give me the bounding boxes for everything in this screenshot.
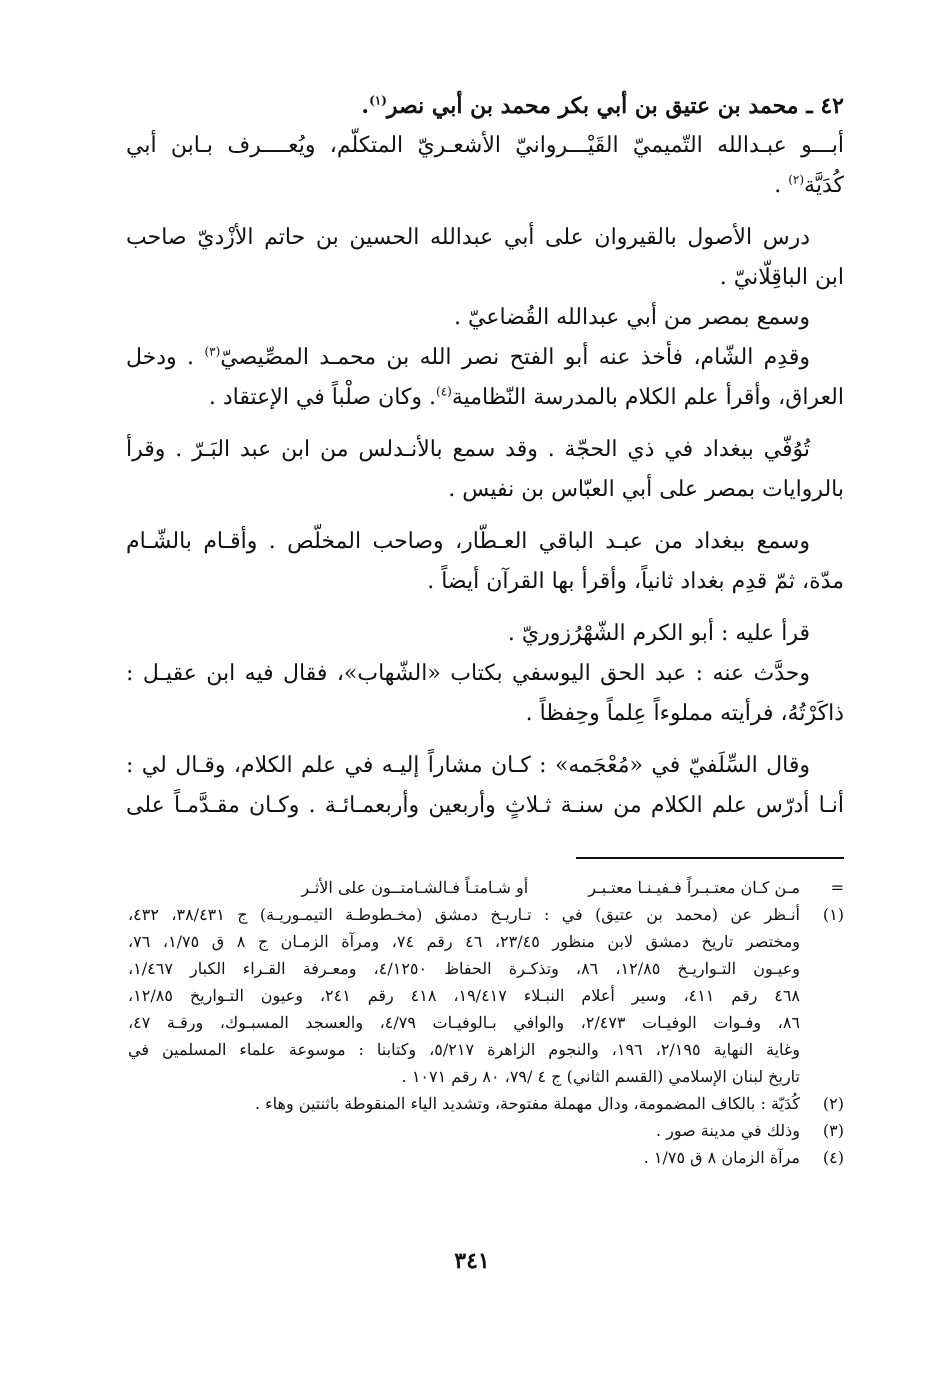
continuation-marker: = <box>830 878 844 897</box>
text-line-content: قرأ عليه : أبو الكرم الشّهْرُزوريّ . <box>507 621 810 646</box>
footnote-line: تاريخ لبنان الإسلامي (القسم الثاني) ج ٤ /٧٩، ٨٠ رقم ١٠٧١ . <box>401 1067 800 1086</box>
text-line <box>126 746 844 786</box>
footnote-body <box>128 1090 800 1117</box>
text-line-content: كُدَيَّة <box>804 173 844 198</box>
footnote-item <box>128 1090 844 1117</box>
footnote-item <box>128 1117 844 1144</box>
text-line-content: ابن الباقِلّانيّ . <box>719 265 844 290</box>
text-line <box>126 166 844 206</box>
text-line-content: تُوُفّي ببغداد في ذي الحجّة . وقد سمع بالأنـدلس من ابن عبد البَـرّ . وقرأ <box>126 437 810 462</box>
text-line <box>126 522 844 562</box>
footnote-number: (٢) <box>822 1094 844 1113</box>
text-line-content: وسمع بمصر من أبي عبدالله القُضاعيّ . <box>454 305 810 330</box>
text-line-tail: . وكان صلْباً في الإعتقاد . <box>208 385 437 410</box>
text-line <box>126 430 844 470</box>
text-line-content: وسمع ببغداد من عبـد الباقي العـطّار، وصاحب المخلّص . وأقـام بالشّـام <box>126 529 810 554</box>
footnote-ref: (٣) <box>204 344 221 359</box>
footnote-line: ومختصر تاريخ دمشق لابن منظور ٢٣/٤٥، ٤٦ رقم ٧٤، ومرآة الزمـان ج ٨ ق ١/٧٥، ٧٦، <box>128 932 800 951</box>
text-line-tail: . <box>774 173 789 198</box>
footnote-line: كُدَيّة : بالكاف المضمومة، ودال مهملة مفتوحة، وتشديد الياء المنقوطة باثنتين وهاء . <box>254 1094 800 1113</box>
footnote-line: ٨٦، وفـوات الوفيـات ٢/٤٧٣، والوافي بـالوفيـات ٤/٧٩، والعسجد المسبـوك، ورقـة ٤٧، <box>128 1013 800 1032</box>
text-line <box>126 338 844 378</box>
entry-heading <box>126 86 844 126</box>
footnotes <box>128 874 844 1171</box>
text-line <box>126 562 844 602</box>
footnote-line: أنـظر عن (محمد بن عتيق) في : تـاريـخ دمشق (مخـطوطـة التيمـوريـة) ج ٣٨/٤٣١، ٤٣٢، <box>128 905 800 924</box>
footnote-number: (٤) <box>822 1148 844 1167</box>
text-line <box>126 378 844 418</box>
footnote-item <box>128 1144 844 1171</box>
text-line <box>126 786 844 826</box>
text-line <box>126 694 844 734</box>
main-text <box>126 86 844 826</box>
poem-verse <box>128 874 800 901</box>
footnote-separator <box>576 857 844 859</box>
footnote-line: ٤٦٨ رقم ٤١١، وسير أعلام النبـلاء ١٩/٤١٧، ٤١٨ رقم ٢٤١، وعيون التـواريخ ١٢/٨٥، <box>128 986 800 1005</box>
footnote-ref: (٢) <box>788 172 805 187</box>
text-line-content: وحدَّث عنه : عبد الحق اليوسفي بكتاب «الشّهاب»، فقال فيه ابن عقيـل : <box>126 661 810 686</box>
footnote-line: وذلك في مدينة صور . <box>655 1121 800 1140</box>
entry-heading-end: . <box>361 93 370 119</box>
poem-hemistich-left: أو شـامتـاً فـالشـامتــون على الأثـر <box>301 878 529 897</box>
footnote-line: مرآة الزمان ٨ ق ١/٧٥ . <box>643 1148 800 1167</box>
entry-heading-text: ٤٢ ـ محمد بن عتيق بن أبي بكر محمد بن أبي نصر <box>386 93 844 119</box>
text-line <box>126 126 844 166</box>
text-line <box>126 654 844 694</box>
footnote-line: وغاية النهاية ٢/١٩٥، ١٩٦، والنجوم الزاهرة ٥/٢١٧، وكتابنا : موسوعة علماء المسلمين في <box>128 1040 800 1059</box>
text-line <box>126 258 844 298</box>
text-line-content: وقال السِّلَفيّ في «مُعْجَمه» : كـان مشاراً إليـه في علم الكلام، وقـال لي : <box>126 753 810 778</box>
footnote-number: (١) <box>822 905 844 924</box>
text-line-content: ذاكَرْتُهُ، فرأيته مملوءاً عِلماً وحِفظاً . <box>525 701 844 726</box>
text-line <box>126 614 844 654</box>
footnote-ref: (١) <box>369 93 387 108</box>
footnote-body <box>128 1144 800 1171</box>
page-number: ٣٤١ <box>454 1248 490 1274</box>
text-line-content: وقدِم الشّام، فأخذ عنه أبو الفتح نصر الله بن محمـد المصِّيصيّ <box>220 345 810 370</box>
text-line-content: مدّة، ثمّ قدِم بغداد ثانياً، وأقرأ بها القرآن أيضاً . <box>427 569 844 594</box>
footnote-body <box>128 901 800 1090</box>
text-line <box>126 298 844 338</box>
footnote-continuation <box>128 874 844 901</box>
text-line <box>126 218 844 258</box>
text-line-content: أبـــو عبـدالله التّميميّ القَيْـــروانيّ الأشعـريّ المتكلّم، ويُعــــرف بـابن أبي <box>126 133 844 158</box>
text-line-content: العراق، وأقرأ علم الكلام بالمدرسة النّظامية <box>451 385 844 410</box>
text-line <box>126 470 844 510</box>
footnote-item <box>128 901 844 1090</box>
footnote-body <box>128 1117 800 1144</box>
text-line-tail: . ودخل <box>126 345 205 370</box>
footnote-number: (٣) <box>822 1121 844 1140</box>
text-line-content: درس الأصول بالقيروان على أبي عبدالله الحسين بن حاتم الأزْديّ صاحب <box>126 225 810 250</box>
text-line-content: أنـا أدرّس علم الكلام من سنـة ثـلاثٍ وأربعين وأربعمـائـة . وكـان مقـدَّمـاً على <box>126 793 844 818</box>
poem-hemistich-right: مـن كـان معتـبـراً فـفيـنـا معتـبـر <box>588 878 800 897</box>
text-line-content: بالروايات بمصر على أبي العبّاس بن نفيس . <box>448 477 844 502</box>
footnote-line: وعيـون التـواريـخ ١٢/٨٥، ٨٦، وتذكـرة الحفاظ ٤/١٢٥٠، ومعـرفة القـراء الكبار ١/٤٦٧، <box>128 959 800 978</box>
footnote-ref: (٤) <box>436 384 452 399</box>
